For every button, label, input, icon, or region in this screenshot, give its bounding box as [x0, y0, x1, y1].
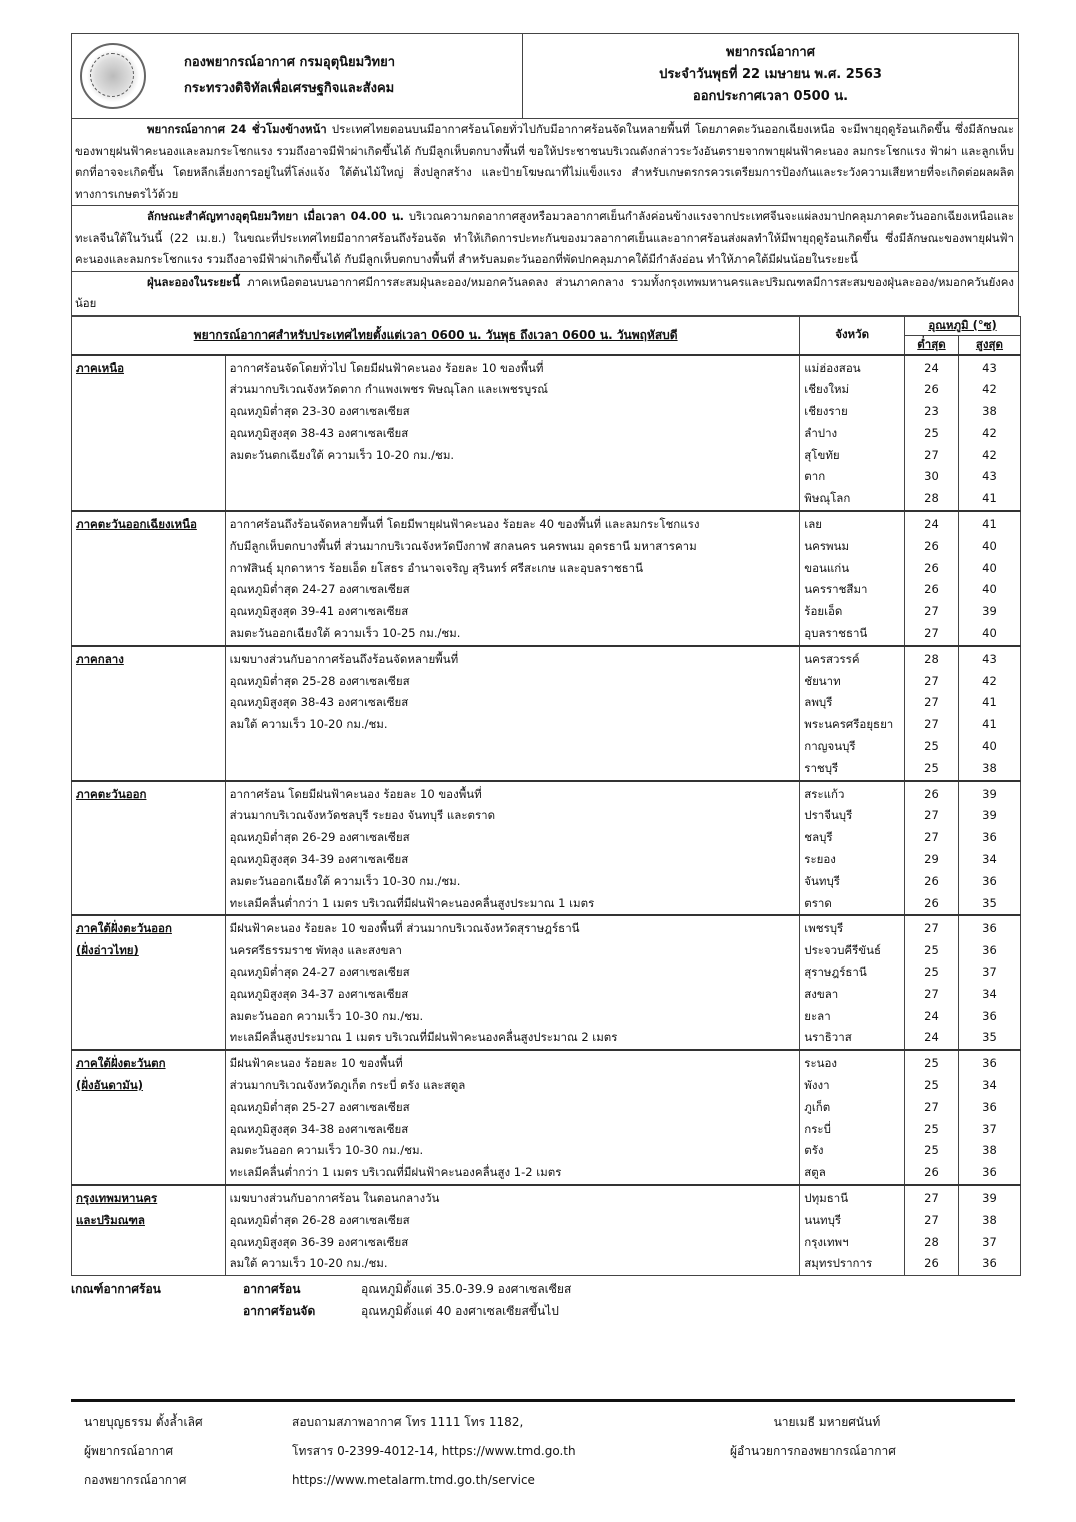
description-line: มีฝนฟ้าคะนอง ร้อยละ 10 ของพื้นที่ ส่วนมากบริเวณจังหวัดสุราษฎร์ธานี [229, 921, 580, 936]
min-temp: 27 [924, 830, 939, 845]
province-name: สุราษฎร์ธานี [804, 965, 867, 980]
max-temp: 37 [982, 965, 997, 980]
min-temp-cell [905, 355, 959, 512]
header-main-text: พยากรณ์อากาศสำหรับประเทศไทยตั้งแต่เวลา 0600 น. วันพุธ ถึงเวลา 0600 น. วันพฤหัสบดี [193, 327, 678, 342]
province-name: ระนอง [804, 1056, 838, 1071]
contact-info [292, 1408, 576, 1495]
max-temp: 36 [982, 873, 997, 888]
region-row [72, 646, 1021, 781]
forecast-table [71, 316, 1021, 1277]
min-temp: 28 [924, 651, 939, 666]
max-temp: 42 [982, 673, 997, 688]
region-name-cell [72, 511, 226, 646]
min-temp: 26 [924, 873, 939, 888]
description-line: ส่วนมากบริเวณจังหวัดภูเก็ต กระบี่ ตรัง และสตูล [229, 1078, 466, 1092]
header-left [72, 34, 523, 118]
description-line: ลมใต้ ความเร็ว 10-20 กม./ชม. [229, 1256, 388, 1271]
min-temp: 27 [924, 921, 939, 936]
max-temp: 42 [982, 425, 997, 440]
min-temp: 26 [924, 1256, 939, 1271]
max-temp: 38 [982, 1212, 997, 1227]
doc-title: พยากรณ์อากาศ [726, 45, 815, 60]
region-name-cell [72, 781, 226, 916]
region-description-cell [225, 511, 800, 646]
province-cell [800, 511, 905, 646]
description-line: อุณหภูมิต่ำสุด 26-28 องศาเซลเซียส [229, 1212, 410, 1227]
province-name: สงขลา [804, 986, 839, 1001]
province-name: สระแก้ว [804, 786, 845, 801]
province-name: เลย [804, 517, 822, 532]
description-line: ทะเลมีคลื่นต่ำกว่า 1 เมตร บริเวณที่มีฝนฟ้าคะนองคลื่นสูง 1-2 เมตร [229, 1165, 562, 1180]
province-name: ตราด [804, 895, 832, 910]
forecast-24h-paragraph [71, 119, 1019, 206]
province-name: นนทบุรี [804, 1212, 842, 1227]
description-line: อุณหภูมิสูงสุด 34-38 องศาเซลเซียส [229, 1121, 409, 1136]
max-temp: 35 [982, 1030, 997, 1045]
region-name: (ฝั่งอ่าวไทย) [76, 943, 139, 958]
region-name: (ฝั่งอันดามัน) [76, 1078, 144, 1092]
region-row [72, 1185, 1021, 1276]
min-temp: 27 [924, 986, 939, 1001]
province-name: ตรัง [804, 1143, 824, 1158]
max-temp: 43 [982, 469, 997, 484]
org-line-1: กองพยากรณ์อากาศ กรมอุตุนิยมวิทยา [184, 55, 396, 70]
tmd-emblem-icon [80, 43, 146, 109]
region-description-cell [225, 355, 800, 512]
region-name: ภาคตะวันออก [76, 786, 147, 801]
region-name-cell [72, 355, 226, 512]
province-cell [800, 781, 905, 916]
dust-paragraph [71, 272, 1019, 316]
province-name: ภูเก็ต [804, 1099, 831, 1114]
min-temp: 29 [924, 852, 939, 867]
province-name: ตาก [804, 469, 826, 484]
min-temp: 25 [924, 425, 939, 440]
region-name: กรุงเทพมหานคร [76, 1190, 158, 1205]
region-description-cell [225, 915, 800, 1050]
max-temp: 39 [982, 1190, 997, 1205]
max-temp: 41 [982, 695, 997, 710]
forecaster-signature [84, 1408, 203, 1495]
province-name: นครพนม [804, 538, 850, 553]
province-name: ยะลา [804, 1008, 831, 1023]
max-temp: 42 [982, 447, 997, 462]
region-name: ภาคเหนือ [76, 360, 125, 375]
region-name-cell [72, 1050, 226, 1185]
min-temp: 27 [924, 673, 939, 688]
para-lead: ฝุ่นละอองในระยะนี้ [147, 274, 240, 289]
max-temp: 43 [982, 651, 997, 666]
table-header-min: ต่ำสุด [905, 335, 959, 355]
province-cell [800, 355, 905, 512]
province-name: ประจวบคีรีขันธ์ [804, 943, 882, 958]
heat-criteria [71, 1280, 1019, 1330]
province-name: อุบลราชธานี [804, 626, 868, 641]
para-lead: ลักษณะสำคัญทางอุตุนิยมวิทยา เมื่อเวลา 04.00 น. [147, 209, 404, 223]
region-name: ภาคใต้ฝั่งตะวันออก [76, 921, 172, 936]
forecaster-dept: กองพยากรณ์อากาศ [84, 1473, 187, 1487]
region-name-cell [72, 1185, 226, 1276]
max-temp: 38 [982, 760, 997, 775]
min-temp: 24 [924, 1030, 939, 1045]
director-role: ผู้อำนวยการกองพยากรณ์อากาศ [730, 1444, 896, 1458]
province-name: พิษณุโลก [804, 491, 851, 506]
province-name: ราชบุรี [804, 760, 839, 775]
description-line: อุณหภูมิต่ำสุด 24-27 องศาเซลเซียส [229, 965, 410, 980]
description-line: อุณหภูมิสูงสุด 38-43 องศาเซลเซียส [229, 425, 409, 440]
contact-metalarm-link[interactable]: https://www.metalarm.tmd.go.th/service [292, 1473, 535, 1487]
description-line: อุณหภูมิสูงสุด 38-43 องศาเซลเซียส [229, 695, 409, 710]
description-line: อุณหภูมิต่ำสุด 24-27 องศาเซลเซียส [229, 582, 410, 597]
max-temp: 40 [982, 538, 997, 553]
min-temp: 26 [924, 786, 939, 801]
province-name: ระยอง [804, 852, 836, 867]
forecast-document [71, 33, 1019, 1330]
region-row [72, 1050, 1021, 1185]
description-line: เมฆบางส่วนกับอากาศร้อนถึงร้อนจัดหลายพื้นที่ [229, 651, 459, 666]
table-header-province: จังหวัด [800, 316, 905, 355]
table-header-main [72, 316, 800, 355]
max-temp-cell [958, 1185, 1020, 1276]
province-cell [800, 1050, 905, 1185]
province-name: แม่ฮ่องสอน [804, 360, 861, 375]
province-cell [800, 915, 905, 1050]
province-name: กาญจนบุรี [804, 739, 856, 754]
min-temp: 27 [924, 604, 939, 619]
organization-block [184, 50, 395, 102]
min-temp: 26 [924, 382, 939, 397]
max-temp: 36 [982, 1256, 997, 1271]
region-row [72, 915, 1021, 1050]
forecaster-role: ผู้พยากรณ์อากาศ [84, 1444, 174, 1458]
criteria-hot-value: อุณหภูมิตั้งแต่ 35.0-39.9 องศาเซลเซียส [361, 1282, 572, 1297]
province-name: ชลบุรี [804, 830, 833, 845]
province-name: ลพบุรี [804, 695, 833, 710]
max-temp: 38 [982, 404, 997, 419]
min-temp-cell [905, 646, 959, 781]
table-header-temp: อุณหภูมิ (°ซ) [905, 316, 1021, 335]
max-temp-cell [958, 646, 1020, 781]
region-name: และปริมณฑล [76, 1212, 145, 1227]
max-temp: 40 [982, 560, 997, 575]
max-temp: 36 [982, 943, 997, 958]
region-name: ภาคใต้ฝั่งตะวันตก [76, 1056, 166, 1071]
max-temp: 41 [982, 491, 997, 506]
description-line: อุณหภูมิต่ำสุด 25-28 องศาเซลเซียส [229, 673, 410, 688]
doc-date: ประจำวันพุธที่ 22 เมษายน พ.ศ. 2563 [659, 67, 882, 82]
max-temp: 41 [982, 517, 997, 532]
contact-phone: สอบถามสภาพอากาศ โทร 1111 โทร 1182, [292, 1415, 524, 1429]
header-right [523, 34, 1018, 118]
description-line: อุณหภูมิสูงสุด 34-39 องศาเซลเซียส [229, 852, 409, 867]
region-row [72, 781, 1021, 916]
max-temp: 35 [982, 895, 997, 910]
max-temp: 38 [982, 1143, 997, 1158]
description-line: ลมตะวันออก ความเร็ว 10-30 กม./ชม. [229, 1143, 424, 1158]
max-temp: 40 [982, 582, 997, 597]
table-header-max: สูงสุด [958, 335, 1020, 355]
region-name-cell [72, 915, 226, 1050]
description-line: ลมใต้ ความเร็ว 10-20 กม./ชม. [229, 717, 388, 732]
description-line: ส่วนมากบริเวณจังหวัดชลบุรี ระยอง จันทบุรี และตราด [229, 808, 496, 823]
description-line: อุณหภูมิสูงสุด 34-37 องศาเซลเซียส [229, 986, 409, 1001]
province-name: ลำปาง [804, 425, 838, 440]
min-temp: 25 [924, 1121, 939, 1136]
max-temp: 41 [982, 717, 997, 732]
max-temp-cell [958, 781, 1020, 916]
max-temp-cell [958, 355, 1020, 512]
min-temp: 26 [924, 582, 939, 597]
region-description-cell [225, 1185, 800, 1276]
min-temp: 27 [924, 1099, 939, 1114]
region-description-cell [225, 1050, 800, 1185]
description-line: อากาศร้อน โดยมีฝนฟ้าคะนอง ร้อยละ 10 ของพื้นที่ [229, 786, 482, 801]
province-name: พระนครศรีอยุธยา [804, 717, 894, 732]
max-temp: 40 [982, 739, 997, 754]
province-name: ปทุมธานี [804, 1190, 849, 1205]
min-temp-cell [905, 1185, 959, 1276]
description-line: อุณหภูมิสูงสุด 36-39 องศาเซลเซียส [229, 1234, 409, 1249]
description-line: กับมีลูกเห็บตกบางพื้นที่ ส่วนมากบริเวณจังหวัดบึงกาฬ สกลนคร นครพนม อุดรธานี มหาสารคาม [229, 538, 697, 553]
region-name-cell [72, 646, 226, 781]
min-temp-cell [905, 511, 959, 646]
para-lead: พยากรณ์อากาศ 24 ชั่วโมงข้างหน้า [147, 122, 327, 136]
para-text: ประเทศไทยตอนบนมีอากาศร้อนโดยทั่วไปกับมีอากาศร้อนจัดในหลายพื้นที่ โดยภาคตะวันออกเฉียงเหนือ จะมีพายุฤดูร้อนเกิดขึ้น ซึ่งมีลักษณะของพายุฝนฟ้าคะนองและลมกระโชกแรง รวมถึงอาจมีฟ้าผ่าเกิดขึ้นได้ กับมีลูกเห็บตกบางพื้นที่ ขอให้ประชาชนบริเวณดังกล่าวระวังอันตรายจากพายุฝนฟ้าคะนอง ลมกระโชกแรง ฟ้าผ่า และลูกเห็บตกที่อาจจะเกิดขึ้น โดยหลีกเลี่ยงการอยู่ในที่โล่งแจ้ง ใต้ต้นไม้ใหญ่ สิ่งปลูกสร้าง และป้ายโฆษณาที่ไม่แข็งแรง สำหรับเกษตรกรควรเตรียมการป้องกันและระวังความเสียหายที่จะเกิดต่อผลผลิตทางการเกษตรไว้ด้วย [75, 122, 1014, 201]
max-temp: 34 [982, 1078, 997, 1092]
min-temp: 25 [924, 1143, 939, 1158]
province-name: สตูล [804, 1165, 826, 1180]
description-line: ลมตะวันออก ความเร็ว 10-30 กม./ชม. [229, 1008, 424, 1023]
province-name: นครราชสีมา [804, 582, 868, 597]
max-temp: 36 [982, 1099, 997, 1114]
region-name: ภาคกลาง [76, 651, 124, 666]
description-line: ทะเลมีคลื่นต่ำกว่า 1 เมตร บริเวณที่มีฝนฟ้าคะนองคลื่นสูงประมาณ 1 เมตร [229, 895, 595, 910]
min-temp: 27 [924, 808, 939, 823]
max-temp: 36 [982, 1008, 997, 1023]
description-line: อุณหภูมิต่ำสุด 25-27 องศาเซลเซียส [229, 1099, 410, 1114]
max-temp: 37 [982, 1234, 997, 1249]
min-temp: 27 [924, 695, 939, 710]
director-signature [730, 1408, 896, 1466]
para-text: ภาคเหนือตอนบนอากาศมีการสะสมฝุ่นละออง/หมอกควันลดลง ส่วนภาคกลาง รวมทั้งกรุงเทพมหานครและปริมณฑลมีการสะสมของฝุ่นละออง/หมอกควันยังคงน้อย [75, 274, 1014, 310]
min-temp: 25 [924, 943, 939, 958]
province-name: ขอนแก่น [804, 560, 850, 575]
province-name: ชัยนาท [804, 673, 841, 688]
para-text: บริเวณความกดอากาศสูงหรือมวลอากาศเย็นกำลังค่อนข้างแรงจากประเทศจีนจะแผ่ลงมาปกคลุมภาคตะวันออกเฉียงเหนือและทะเลจีนใต้ในวันนี้ (22 เม.ย.) ในขณะที่ประเทศไทยมีอากาศร้อนถึงร้อนจัด ทำให้เกิดการปะทะกันของมวลอากาศเย็นและอากาศร้อนส่งผลทำให้มีพายุฤดูร้อนเกิดขึ้น ซึ่งมีลักษณะของพายุฝนฟ้าคะนองและลมกระโชกแรง รวมถึงอาจมีฟ้าผ่าเกิดขึ้นได้ กับมีลูกเห็บตกบางพื้นที่ สำหรับลมตะวันออกที่พัดปกคลุมภาคใต้มีกำลังอ่อน ทำให้ภาคใต้มีฝนน้อยในระยะนี้ [75, 209, 1014, 266]
max-temp: 39 [982, 808, 997, 823]
description-line: อากาศร้อนถึงร้อนจัดหลายพื้นที่ โดยมีพายุฝนฟ้าคะนอง ร้อยละ 40 ของพื้นที่ และลมกระโชกแรง [229, 517, 700, 532]
document-header [71, 33, 1019, 119]
criteria-label: เกณฑ์อากาศร้อน [71, 1282, 161, 1297]
province-name: เชียงราย [804, 404, 848, 419]
min-temp: 27 [924, 626, 939, 641]
min-temp: 27 [924, 717, 939, 732]
max-temp: 37 [982, 1121, 997, 1136]
forecaster-name: นายบุญธรรม ตั้งล้ำเลิศ [84, 1415, 203, 1429]
min-temp: 25 [924, 1056, 939, 1071]
contact-fax-web[interactable]: โทรสาร 0-2399-4012-14, https://www.tmd.go.th [292, 1444, 576, 1458]
criteria-very-hot-key: อากาศร้อนจัด [243, 1304, 316, 1319]
description-line: กาฬสินธุ์ มุกดาหาร ร้อยเอ็ด ยโสธร อำนาจเจริญ สุรินทร์ ศรีสะเกษ และอุบลราชธานี [229, 560, 643, 575]
province-name: จันทบุรี [804, 873, 840, 888]
province-name: สมุทรปราการ [804, 1256, 873, 1271]
description-line: อากาศร้อนจัดโดยทั่วไป โดยมีฝนฟ้าคะนอง ร้อยละ 10 ของพื้นที่ [229, 360, 544, 375]
description-line: อุณหภูมิต่ำสุด 23-30 องศาเซลเซียส [229, 404, 410, 419]
synoptic-paragraph [71, 206, 1019, 272]
region-description-cell [225, 646, 800, 781]
description-line: อุณหภูมิต่ำสุด 26-29 องศาเซลเซียส [229, 830, 410, 845]
province-name: สุโขทัย [804, 447, 840, 462]
max-temp: 36 [982, 830, 997, 845]
max-temp: 39 [982, 604, 997, 619]
min-temp: 26 [924, 560, 939, 575]
max-temp: 34 [982, 986, 997, 1001]
description-line: ส่วนมากบริเวณจังหวัดตาก กำแพงเพชร พิษณุโลก และเพชรบูรณ์ [229, 382, 548, 397]
province-cell [800, 646, 905, 781]
min-temp: 25 [924, 1078, 939, 1092]
org-line-2: กระทรวงดิจิทัลเพื่อเศรษฐกิจและสังคม [184, 81, 395, 96]
province-name: พังงา [804, 1078, 830, 1092]
min-temp-cell [905, 781, 959, 916]
max-temp: 43 [982, 360, 997, 375]
min-temp: 27 [924, 1212, 939, 1227]
max-temp: 40 [982, 626, 997, 641]
province-name: นครสวรรค์ [804, 651, 860, 666]
province-name: นราธิวาส [804, 1030, 852, 1045]
description-line: มีฝนฟ้าคะนอง ร้อยละ 10 ของพื้นที่ [229, 1056, 403, 1071]
province-name: ร้อยเอ็ด [804, 604, 843, 619]
min-temp: 26 [924, 538, 939, 553]
min-temp: 26 [924, 895, 939, 910]
min-temp: 25 [924, 760, 939, 775]
min-temp: 23 [924, 404, 939, 419]
criteria-very-hot-value: อุณหภูมิตั้งแต่ 40 องศาเซลเซียสขึ้นไป [361, 1304, 559, 1319]
max-temp: 42 [982, 382, 997, 397]
description-line: เมฆบางส่วนกับอากาศร้อน ในตอนกลางวัน [229, 1190, 440, 1205]
max-temp: 34 [982, 852, 997, 867]
director-name: นายเมธี มหายศนันท์ [773, 1415, 881, 1429]
description-line: ลมตะวันตกเฉียงใต้ ความเร็ว 10-20 กม./ชม. [229, 447, 455, 462]
min-temp: 28 [924, 491, 939, 506]
min-temp: 27 [924, 1190, 939, 1205]
min-temp: 30 [924, 469, 939, 484]
max-temp: 36 [982, 1165, 997, 1180]
criteria-hot-key: อากาศร้อน [243, 1282, 301, 1297]
region-row [72, 511, 1021, 646]
region-name: ภาคตะวันออกเฉียงเหนือ [76, 517, 197, 532]
region-description-cell [225, 781, 800, 916]
description-line: อุณหภูมิสูงสุด 39-41 องศาเซลเซียส [229, 604, 409, 619]
province-name: กระบี่ [804, 1121, 831, 1136]
province-name: ปราจีนบุรี [804, 808, 853, 823]
min-temp: 28 [924, 1234, 939, 1249]
max-temp: 36 [982, 1056, 997, 1071]
max-temp-cell [958, 915, 1020, 1050]
max-temp: 36 [982, 921, 997, 936]
description-line: ลมตะวันออกเฉียงใต้ ความเร็ว 10-25 กม./ชม. [229, 626, 461, 641]
description-line: นครศรีธรรมราช พัทลุง และสงขลา [229, 943, 402, 958]
max-temp-cell [958, 511, 1020, 646]
min-temp: 24 [924, 517, 939, 532]
min-temp: 26 [924, 1165, 939, 1180]
description-line: ทะเลมีคลื่นสูงประมาณ 1 เมตร บริเวณที่มีฝนฟ้าคะนองคลื่นสูงประมาณ 2 เมตร [229, 1030, 618, 1045]
footer-divider [71, 1399, 1015, 1402]
min-temp-cell [905, 1050, 959, 1185]
min-temp-cell [905, 915, 959, 1050]
province-name: เชียงใหม่ [804, 382, 850, 397]
province-name: กรุงเทพฯ [804, 1234, 849, 1249]
min-temp: 25 [924, 739, 939, 754]
province-name: เพชรบุรี [804, 921, 844, 936]
doc-issue-time: ออกประกาศเวลา 0500 น. [692, 89, 849, 104]
min-temp: 24 [924, 360, 939, 375]
max-temp: 39 [982, 786, 997, 801]
max-temp-cell [958, 1050, 1020, 1185]
province-cell [800, 1185, 905, 1276]
min-temp: 24 [924, 1008, 939, 1023]
min-temp: 25 [924, 965, 939, 980]
region-row [72, 355, 1021, 512]
description-line: ลมตะวันออกเฉียงใต้ ความเร็ว 10-30 กม./ชม. [229, 873, 461, 888]
min-temp: 27 [924, 447, 939, 462]
